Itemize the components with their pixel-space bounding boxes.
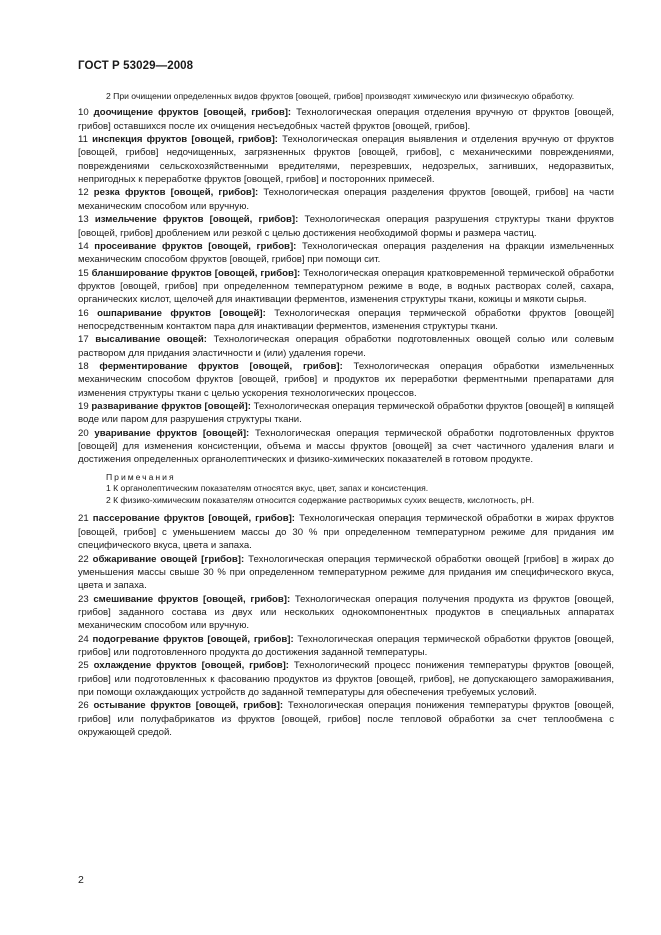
notes-title: Примечания <box>106 471 176 482</box>
term-number: 15 <box>78 267 89 279</box>
term-number: 25 <box>78 660 89 672</box>
term-entry <box>78 699 614 739</box>
term-number: 19 <box>78 400 89 412</box>
term-name: обжаривание овощей [грибов]: <box>92 553 245 565</box>
term-name: ошпаривание фруктов [овощей]: <box>97 307 266 319</box>
term-entry <box>78 267 614 307</box>
term-definition: Технологическая операция разрушения структуры ткани фруктов [овощей, грибов] дроблением или резкой с целью достижения необходимой формы и размера частиц. <box>78 214 614 239</box>
document-header: ГОСТ Р 53029—2008 <box>78 60 194 72</box>
term-definition: Технологическая операция получения продукта из фруктов [овощей, грибов] заданного состава из двух или нескольких однокомпонентных продуктов в специальных аппаратах механическим способом или вручную. <box>78 593 615 632</box>
term-entry <box>78 553 614 593</box>
term-definition: Технологическая операция отделения вручную от фруктов [овощей, грибов] оставшихся после их очищения несъедобных частей фруктов [овощей, грибов]. <box>78 107 615 132</box>
term-definition: Технологическая операция термической обработки подготовленных фруктов [овощей] для изменения консистенции, объема и массы фруктов [овощей] за счет частичного удаления влаги и достижения определенных органолептических и физико-химических показателей в готовом продукте. <box>78 427 615 466</box>
term-number: 22 <box>78 553 89 565</box>
term-definition: Технологическая операция термической обработки фруктов [овощей] в кипящей воде или паром для разрушения структуры ткани. <box>78 400 614 426</box>
term-number: 18 <box>78 360 89 372</box>
notes-item: 2 К физико-химическим показателям относится содержание растворимых сухих веществ, кислотность, pH. <box>106 494 535 505</box>
term-definition: Технологический процесс понижения температуры фруктов [овощей, грибов] или подготовленных к фасованию продуктов из фруктов [овощей, грибов], не допускающего замораживания, при помощи охлаждающих устройств до заданной температуры для обеспечения требуемых условий. <box>78 660 614 698</box>
term-definition: Технологическая операция кратковременной термической обработки фруктов [овощей, грибов] при определенном температурном режиме в воде, в водных растворах солей, сахара, органических кислот, щелочей для инактивации ферментов, изменения структуры ткани, кожицы и мякоти сырья. <box>78 267 614 306</box>
term-name: подогревание фруктов [овощей, грибов]: <box>92 633 294 645</box>
notes-block <box>78 472 614 507</box>
term-definition: Технологическая операция термической обработки фруктов [овощей, грибов] или подготовленного продукта до достижения заданной температуры. <box>78 633 614 658</box>
term-entry <box>78 106 614 133</box>
term-number: 14 <box>78 240 89 252</box>
term-name: инспекция фруктов [овощей, грибов]: <box>92 134 278 146</box>
term-name: охлаждение фруктов [овощей, грибов]: <box>93 660 289 672</box>
term-number: 10 <box>78 107 89 119</box>
term-name: ферментирование фруктов [овощей, грибов]: <box>99 360 343 372</box>
term-name: резка фруктов [овощей, грибов]: <box>93 187 259 199</box>
term-number: 11 <box>78 134 88 146</box>
top-note: 2 При очищении определенных видов фруктов [овощей, грибов] производят химическую или физическую обработку. <box>106 91 575 101</box>
term-number: 12 <box>78 187 89 199</box>
term-entry <box>78 427 614 467</box>
term-entry <box>78 633 614 660</box>
term-entry <box>78 133 614 186</box>
term-number: 17 <box>78 334 89 346</box>
document-body <box>78 90 614 739</box>
term-name: высаливание овощей: <box>95 334 207 346</box>
term-number: 13 <box>78 214 89 226</box>
term-definition: Технологическая операция обработки измельченных механическим способом фруктов [овощей, грибов] и продуктов их переработки ферментными препаратами для изменения структуры ткани с целью ускорения технологических процессов. <box>78 360 614 399</box>
term-definition: Технологическая операция термической обработки овощей [грибов] в жирах до уменьшения массы свыше 30 % при определенном температурном режиме для придания им специфического вкуса, цвета и запаха. <box>78 553 615 592</box>
term-entry <box>78 360 614 400</box>
term-name: разваривание фруктов [овощей]: <box>91 400 251 412</box>
term-number: 23 <box>78 593 89 605</box>
term-number: 16 <box>78 307 89 319</box>
term-entry <box>78 333 614 360</box>
term-number: 26 <box>78 700 89 712</box>
term-name: просеивание фруктов [овощей, грибов]: <box>94 240 297 252</box>
term-name: смешивание фруктов [овощей, грибов]: <box>93 593 291 605</box>
page-number: 2 <box>78 874 84 886</box>
term-definition: Технологическая операция разделения на фракции измельченных механическим способом фруктов [овощей, грибов] при помощи сит. <box>78 240 614 266</box>
term-definition: Технологическая операция разделения фруктов [овощей, грибов] на части механическим способом или вручную. <box>78 187 615 212</box>
term-name: пассерование фруктов [овощей, грибов]: <box>92 513 295 525</box>
term-entry <box>78 512 614 552</box>
term-definition: Технологическая операция обработки подготовленных овощей солью или солевым раствором для придания эластичности и (или) удаления горечи. <box>78 334 615 359</box>
term-entry <box>78 240 614 267</box>
terms-list-a <box>78 106 614 466</box>
term-name: уваривание фруктов [овощей]: <box>94 427 250 439</box>
term-name: остывание фруктов [овощей, грибов]: <box>93 700 284 712</box>
term-definition: Технологическая операция термической обработки фруктов [овощей] непосредственным контактом пара для инактивации ферментов, изменения структуры ткани. <box>78 307 615 332</box>
term-entry <box>78 186 614 213</box>
terms-list-b <box>78 512 614 739</box>
term-name: доочищение фруктов [овощей, грибов]: <box>93 107 292 119</box>
term-entry <box>78 400 614 427</box>
term-entry <box>78 307 614 334</box>
term-entry <box>78 659 614 699</box>
term-name: измельчение фруктов [овощей, грибов]: <box>94 214 299 226</box>
term-definition: Технологическая операция понижения температуры фруктов [овощей, грибов] или полуфабрикатов из фруктов [овощей, грибов] после тепловой обработки за счет теплообмена с окружающей средой. <box>78 700 615 738</box>
term-name: бланширование фруктов [овощей, грибов]: <box>91 267 301 279</box>
term-number: 24 <box>78 633 89 645</box>
term-number: 20 <box>78 427 89 439</box>
notes-item: 1 К органолептическим показателям относятся вкус, цвет, запах и консистенция. <box>106 483 429 494</box>
term-number: 21 <box>78 513 89 525</box>
term-entry <box>78 213 614 240</box>
term-definition: Технологическая операция термической обработки в жирах фруктов [овощей, грибов] с уменьшением массы до 30 % при определенном температурном режиме для придания им специфического вкуса, цвета и запаха. <box>78 513 614 552</box>
term-entry <box>78 593 614 633</box>
term-definition: Технологическая операция выявления и отделения вручную от фруктов [овощей, грибов] недочищенных, загрязненных фруктов [овощей, грибов], с механическими повреждениями, повреждениями сельскохозяйственными вредителями, перезревших, недозрелых, загнивших, недоразвитых, непригодных к переработке фруктов [овощей, грибов] и посторонних примесей. <box>78 134 614 186</box>
